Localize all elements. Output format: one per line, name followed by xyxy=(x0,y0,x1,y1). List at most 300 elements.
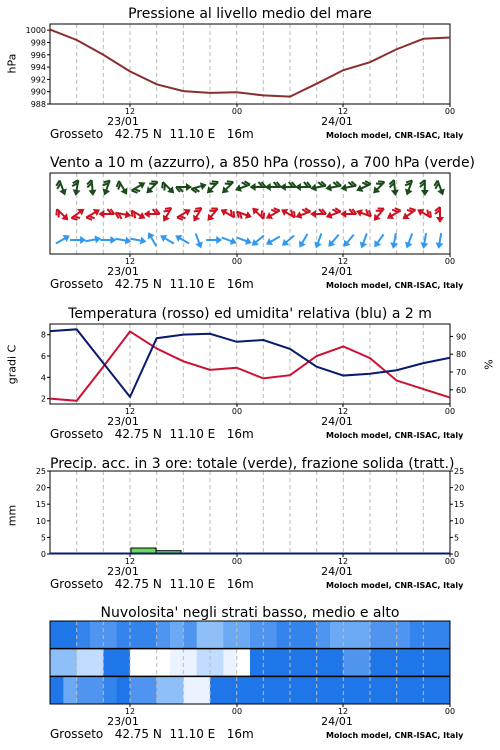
wind-arrow xyxy=(340,209,356,218)
arrow-head xyxy=(436,217,444,223)
date-label: 24/01 xyxy=(321,115,353,128)
x-tick-label: 12 xyxy=(337,107,349,116)
cloud-cell xyxy=(250,621,264,649)
cloud-cell xyxy=(197,621,211,649)
cloud-cell xyxy=(423,621,437,649)
arrow-head xyxy=(264,238,273,248)
arrow-head xyxy=(312,241,322,249)
wind-arrow xyxy=(55,179,69,197)
x-tick-label: 00 xyxy=(444,707,456,716)
wind-arrow xyxy=(143,179,161,197)
cloud-cell xyxy=(117,621,131,649)
arrow-head xyxy=(101,188,111,196)
x-tick-label: 12 xyxy=(124,107,136,116)
x-tick-label: 12 xyxy=(124,557,136,566)
x-tick-label: 00 xyxy=(231,407,243,416)
cloud-cell xyxy=(103,621,117,649)
arrow-head xyxy=(160,215,170,224)
cloud-cell xyxy=(237,649,251,677)
location-lon: 11.10 E xyxy=(169,277,216,291)
cloud-cell xyxy=(237,621,251,649)
y-right-tick-label: 90 xyxy=(456,332,467,342)
arrow-head xyxy=(195,241,205,249)
cloud-cell xyxy=(397,621,411,649)
x-tick-label: 00 xyxy=(231,257,243,266)
cloud-cell xyxy=(90,621,104,649)
arrow-head xyxy=(437,188,447,196)
cloud-cell xyxy=(397,649,411,677)
cloud-cell xyxy=(170,676,184,704)
cloud-cell xyxy=(303,621,317,649)
cloud-cell xyxy=(183,676,197,704)
arrow-head xyxy=(310,210,316,218)
arrow-head xyxy=(190,215,200,224)
wind-arrow xyxy=(400,206,418,223)
cloud-cell xyxy=(90,649,104,677)
location-lat: 42.75 N xyxy=(114,127,162,141)
wind-arrow xyxy=(115,179,131,197)
arrow-head xyxy=(145,230,155,239)
arrow-head xyxy=(173,232,182,242)
arrow-head xyxy=(89,190,97,197)
pressure-panel xyxy=(0,0,500,150)
wind-arrow xyxy=(130,179,148,195)
location-name: Grosseto xyxy=(50,727,104,741)
wind-arrow xyxy=(280,182,296,191)
wind-arrow xyxy=(159,205,175,223)
cloud-cell xyxy=(330,676,344,704)
cloud-cell xyxy=(117,676,131,704)
cloud-cell xyxy=(63,649,77,677)
wind-arrow xyxy=(309,181,326,193)
x-tick-label: 12 xyxy=(124,707,136,716)
cloud-cell xyxy=(383,676,397,704)
cloud-cell xyxy=(250,649,264,677)
cloud-cell xyxy=(130,649,144,677)
x-tick-label: 00 xyxy=(444,107,456,116)
cloud-cell xyxy=(343,676,357,704)
location-lon: 11.10 E xyxy=(169,577,216,591)
y-tick-label: 998 xyxy=(30,38,46,48)
y-tick-label: 20 xyxy=(35,483,46,493)
wind-arrow xyxy=(433,179,447,197)
cloud-cell xyxy=(330,649,344,677)
wind-arrow xyxy=(115,209,132,221)
date-label: 24/01 xyxy=(321,265,353,278)
location-lat: 42.75 N xyxy=(114,727,162,741)
cloud-cell xyxy=(77,621,91,649)
location-elev: 16m xyxy=(226,727,254,741)
wind-arrow xyxy=(176,183,192,192)
wind-arrow xyxy=(384,206,402,222)
arrow-head xyxy=(245,211,253,221)
arrow-head xyxy=(264,212,273,222)
cloud-cell xyxy=(357,621,371,649)
x-tick-label: 12 xyxy=(124,407,136,416)
cloud-cell xyxy=(223,649,237,677)
wind-panel xyxy=(0,150,500,300)
arrow-head xyxy=(59,188,69,196)
arrow-head xyxy=(309,184,316,193)
x-tick-label: 00 xyxy=(231,557,243,566)
y-right-tick-label: 70 xyxy=(456,368,467,377)
plot-frame xyxy=(50,324,450,404)
credit-label: Moloch model, CNR-ISAC, Italy xyxy=(326,281,464,290)
cloud-cell xyxy=(183,621,197,649)
pressure-ylabel: hPa xyxy=(5,53,19,74)
cloud-cell xyxy=(223,676,237,704)
arrow-head xyxy=(138,179,147,189)
y-tick-label: 1000 xyxy=(25,26,46,36)
cloud-cell xyxy=(157,621,171,649)
cloud-cell xyxy=(143,649,157,677)
wind-arrow xyxy=(235,234,253,247)
cloud-cell xyxy=(50,621,64,649)
arrow-head xyxy=(121,188,131,197)
cloud-cell xyxy=(183,649,197,677)
cloud-cell xyxy=(77,649,91,677)
pressure-title: Pressione al livello medio del mare xyxy=(128,6,372,22)
location-elev: 16m xyxy=(226,127,254,141)
arrow-head xyxy=(219,206,228,216)
wind-arrow xyxy=(220,234,238,247)
cloud-cell xyxy=(357,676,371,704)
wind-arrow xyxy=(340,181,357,193)
cloud-cell xyxy=(157,676,171,704)
pressure-line xyxy=(50,30,450,97)
plot-frame xyxy=(50,471,450,554)
arrow-head xyxy=(140,237,147,246)
wind-arrow xyxy=(310,209,326,218)
y-tick-label: 4 xyxy=(40,373,46,383)
y-tick-label: 10 xyxy=(35,516,46,526)
y-tick-label: 992 xyxy=(30,75,46,85)
wind-arrow xyxy=(279,205,297,221)
arrow-head xyxy=(158,232,167,242)
wind-arrow xyxy=(100,236,116,244)
cloud-cell xyxy=(383,649,397,677)
wind-arrow xyxy=(206,236,222,244)
wind-arrow xyxy=(249,232,266,248)
date-label: 23/01 xyxy=(107,115,139,128)
y-tick-label: 15 xyxy=(35,500,46,510)
cloud-cell xyxy=(317,621,331,649)
location-elev: 16m xyxy=(226,577,254,591)
cloud-cell xyxy=(277,676,291,704)
wind-arrow xyxy=(434,232,445,249)
arrow-head xyxy=(403,241,413,249)
y-right-tick-label: 15 xyxy=(454,500,465,510)
x-tick-label: 12 xyxy=(337,407,349,416)
cloud-title: Nuvolosita' negli strati basso, medio e alto xyxy=(100,605,400,621)
arrow-head xyxy=(279,206,288,216)
x-tick-label: 12 xyxy=(337,707,349,716)
cloud-cell xyxy=(343,649,357,677)
cloud-cell xyxy=(370,621,384,649)
location-name: Grosseto xyxy=(50,577,104,591)
cloud-cell xyxy=(103,676,117,704)
date-label: 23/01 xyxy=(107,265,139,278)
location-lon: 11.10 E xyxy=(169,427,216,441)
cloud-cell xyxy=(437,649,451,677)
cloud-cell xyxy=(290,621,304,649)
wind-arrow xyxy=(173,232,191,247)
cloud-cell xyxy=(197,649,211,677)
cloud-cell xyxy=(63,621,77,649)
location-label xyxy=(50,727,254,741)
date-label: 24/01 xyxy=(321,715,353,728)
wind-arrow xyxy=(249,204,267,222)
wind-arrow xyxy=(54,232,72,247)
wind-arrow xyxy=(279,232,296,248)
arrow-head xyxy=(403,188,413,196)
wind-arrow xyxy=(192,232,205,250)
cloud-cell xyxy=(370,676,384,704)
wind-arrow xyxy=(312,232,325,250)
precip-panel xyxy=(0,450,500,600)
date-label: 24/01 xyxy=(321,565,353,578)
x-tick-label: 00 xyxy=(231,107,243,116)
location-elev: 16m xyxy=(226,427,254,441)
y-tick-label: 996 xyxy=(30,50,46,60)
date-label: 23/01 xyxy=(107,565,139,578)
cloud-cell xyxy=(210,649,224,677)
y-right-tick-label: 5 xyxy=(454,533,460,543)
cloud-cell xyxy=(50,649,64,677)
wind-arrow xyxy=(263,206,281,222)
wind-arrow xyxy=(415,205,433,221)
credit-label: Moloch model, CNR-ISAC, Italy xyxy=(326,431,464,440)
location-lat: 42.75 N xyxy=(114,427,162,441)
cloud-cell xyxy=(90,676,104,704)
wind-arrow xyxy=(130,235,147,246)
wind-arrow xyxy=(175,206,193,222)
cloud-cell xyxy=(143,621,157,649)
date-label: 23/01 xyxy=(107,715,139,728)
cloud-cell xyxy=(263,676,277,704)
wind-arrow xyxy=(54,206,72,224)
cloud-cell xyxy=(237,676,251,704)
x-tick-label: 12 xyxy=(337,557,349,566)
wind-arrow xyxy=(145,230,160,248)
credit-label: Moloch model, CNR-ISAC, Italy xyxy=(326,581,464,590)
wind-arrow xyxy=(389,232,400,249)
wind-arrow xyxy=(419,232,430,249)
wind-arrow xyxy=(371,232,387,250)
cloud-cell xyxy=(437,621,451,649)
humidity-line xyxy=(50,329,450,397)
cloud-cell xyxy=(117,649,131,677)
location-label xyxy=(50,277,254,291)
arrow-head xyxy=(415,206,424,216)
x-tick-label: 12 xyxy=(124,257,136,266)
y-tick-label: 25 xyxy=(35,467,46,476)
arrow-head xyxy=(200,181,208,190)
arrow-head xyxy=(296,241,306,250)
cloud-cell xyxy=(423,649,437,677)
wind-arrow xyxy=(144,209,160,218)
wind-arrow xyxy=(370,205,387,223)
wind-arrow xyxy=(358,232,371,250)
cloud-cell xyxy=(303,649,317,677)
arrow-head xyxy=(385,212,394,222)
cloud-cell xyxy=(210,621,224,649)
wind-arrow xyxy=(402,179,416,197)
location-name: Grosseto xyxy=(50,427,104,441)
x-tick-label: 00 xyxy=(444,557,456,566)
y-right-tick-label: 25 xyxy=(454,467,465,476)
cloud-cell xyxy=(210,676,224,704)
wind-arrow xyxy=(85,234,102,245)
cloud-cell xyxy=(437,676,451,704)
cloud-cell xyxy=(277,649,291,677)
precip-title: Precip. acc. in 3 ore: totale (verde), frazione solida (tratt.) xyxy=(50,456,455,472)
cloud-cell xyxy=(197,676,211,704)
x-tick-label: 00 xyxy=(444,407,456,416)
location-lon: 11.10 E xyxy=(169,127,216,141)
plot-frame xyxy=(50,24,450,104)
wind-arrow xyxy=(204,205,221,223)
cloud-cell xyxy=(397,676,411,704)
arrow-head xyxy=(234,184,242,194)
cloud-cell xyxy=(250,676,264,704)
cloud-cell xyxy=(103,649,117,677)
cloud-cell xyxy=(170,649,184,677)
location-lat: 42.75 N xyxy=(114,577,162,591)
wind-arrow xyxy=(296,232,311,250)
location-elev: 16m xyxy=(226,277,254,291)
cloud-cell xyxy=(370,649,384,677)
cloud-cell xyxy=(157,649,171,677)
wind-arrow xyxy=(389,180,399,197)
arrow-head xyxy=(421,190,429,196)
arrow-head xyxy=(434,242,443,249)
arrow-head xyxy=(80,236,86,244)
cloud-cell xyxy=(170,621,184,649)
location-lon: 11.10 E xyxy=(169,727,216,741)
x-tick-label: 00 xyxy=(231,707,243,716)
wind-arrow xyxy=(218,179,236,197)
wind-arrow xyxy=(87,180,97,197)
wind-arrow xyxy=(100,179,114,197)
cloud-panel xyxy=(0,600,500,750)
arrow-head xyxy=(419,242,428,249)
arrow-head xyxy=(391,190,399,197)
cloud-cell xyxy=(343,621,357,649)
date-label: 23/01 xyxy=(107,415,139,428)
location-name: Grosseto xyxy=(50,277,104,291)
cloud-cell xyxy=(50,676,64,704)
arrow-head xyxy=(184,206,193,216)
wind-arrow xyxy=(235,208,253,222)
cloud-cell xyxy=(277,621,291,649)
temp-ylabel: gradi C xyxy=(5,344,19,385)
arrow-head xyxy=(250,183,256,191)
temp-title: Temperatura (rosso) ed umidita' relativa (blu) a 2 m xyxy=(68,306,432,322)
arrow-head xyxy=(265,183,271,191)
y-tick-label: 988 xyxy=(30,100,46,109)
arrow-head xyxy=(98,210,104,218)
location-label xyxy=(50,127,254,141)
wind-arrow xyxy=(115,235,132,246)
y-right-tick-label: 60 xyxy=(456,385,467,395)
cloud-cell xyxy=(383,621,397,649)
humidity-ylabel: % xyxy=(482,359,496,370)
wind-arrow xyxy=(233,180,251,194)
wind-arrow xyxy=(219,205,237,221)
wind-arrow xyxy=(158,232,176,247)
precip-ylabel: mm xyxy=(5,504,19,527)
wind-arrow xyxy=(370,179,388,197)
wind-arrow xyxy=(403,232,416,250)
x-tick-label: 00 xyxy=(444,257,456,266)
credit-label: Moloch model, CNR-ISAC, Italy xyxy=(326,131,464,140)
cloud-cell xyxy=(357,649,371,677)
wind-arrow xyxy=(264,233,282,248)
cloud-cell xyxy=(143,676,157,704)
y-right-tick-label: 10 xyxy=(454,516,465,526)
wind-title: Vento a 10 m (azzurro), a 850 hPa (rosso), a 700 hPa (verde) xyxy=(50,155,476,171)
y-tick-label: 990 xyxy=(30,87,46,97)
cloud-cell xyxy=(63,676,77,704)
wind-arrow xyxy=(190,181,208,194)
y-tick-label: 994 xyxy=(30,63,46,73)
wind-arrow xyxy=(159,179,177,197)
y-tick-label: 8 xyxy=(40,330,46,340)
y-tick-label: 0 xyxy=(40,550,46,559)
arrow-head xyxy=(358,241,368,249)
arrow-head xyxy=(110,236,116,244)
wind-arrow xyxy=(98,209,114,218)
cloud-cell xyxy=(423,676,437,704)
cloud-cell xyxy=(263,621,277,649)
location-label xyxy=(50,577,254,591)
y-right-tick-label: 0 xyxy=(454,550,460,559)
arrow-head xyxy=(94,234,101,243)
cloud-cell xyxy=(263,649,277,677)
wind-arrow xyxy=(295,182,311,191)
wind-arrow xyxy=(325,232,341,249)
wind-arrow xyxy=(265,182,281,191)
y-tick-label: 6 xyxy=(40,352,46,361)
date-label: 24/01 xyxy=(321,415,353,428)
wind-arrow xyxy=(129,207,147,223)
arrow-head xyxy=(295,183,301,191)
cloud-cell xyxy=(130,676,144,704)
x-tick-label: 12 xyxy=(337,257,349,266)
cloud-cell xyxy=(317,649,331,677)
y-tick-label: 2 xyxy=(40,394,46,404)
y-tick-label: 5 xyxy=(40,533,46,543)
location-name: Grosseto xyxy=(50,127,104,141)
arrow-head xyxy=(280,183,286,191)
cloud-cell xyxy=(77,676,91,704)
arrow-head xyxy=(72,189,81,196)
temp-panel xyxy=(0,300,500,450)
cloud-cell xyxy=(410,676,424,704)
cloud-cell xyxy=(317,676,331,704)
wind-arrow xyxy=(189,205,205,223)
wind-arrow xyxy=(324,181,341,193)
cloud-cell xyxy=(130,621,144,649)
wind-arrow xyxy=(203,179,221,197)
y-right-tick-label: 20 xyxy=(454,483,465,493)
wind-arrow xyxy=(435,207,444,223)
wind-arrow xyxy=(70,236,86,244)
wind-arrow xyxy=(294,207,312,221)
location-lat: 42.75 N xyxy=(114,277,162,291)
wind-arrow xyxy=(420,180,429,196)
